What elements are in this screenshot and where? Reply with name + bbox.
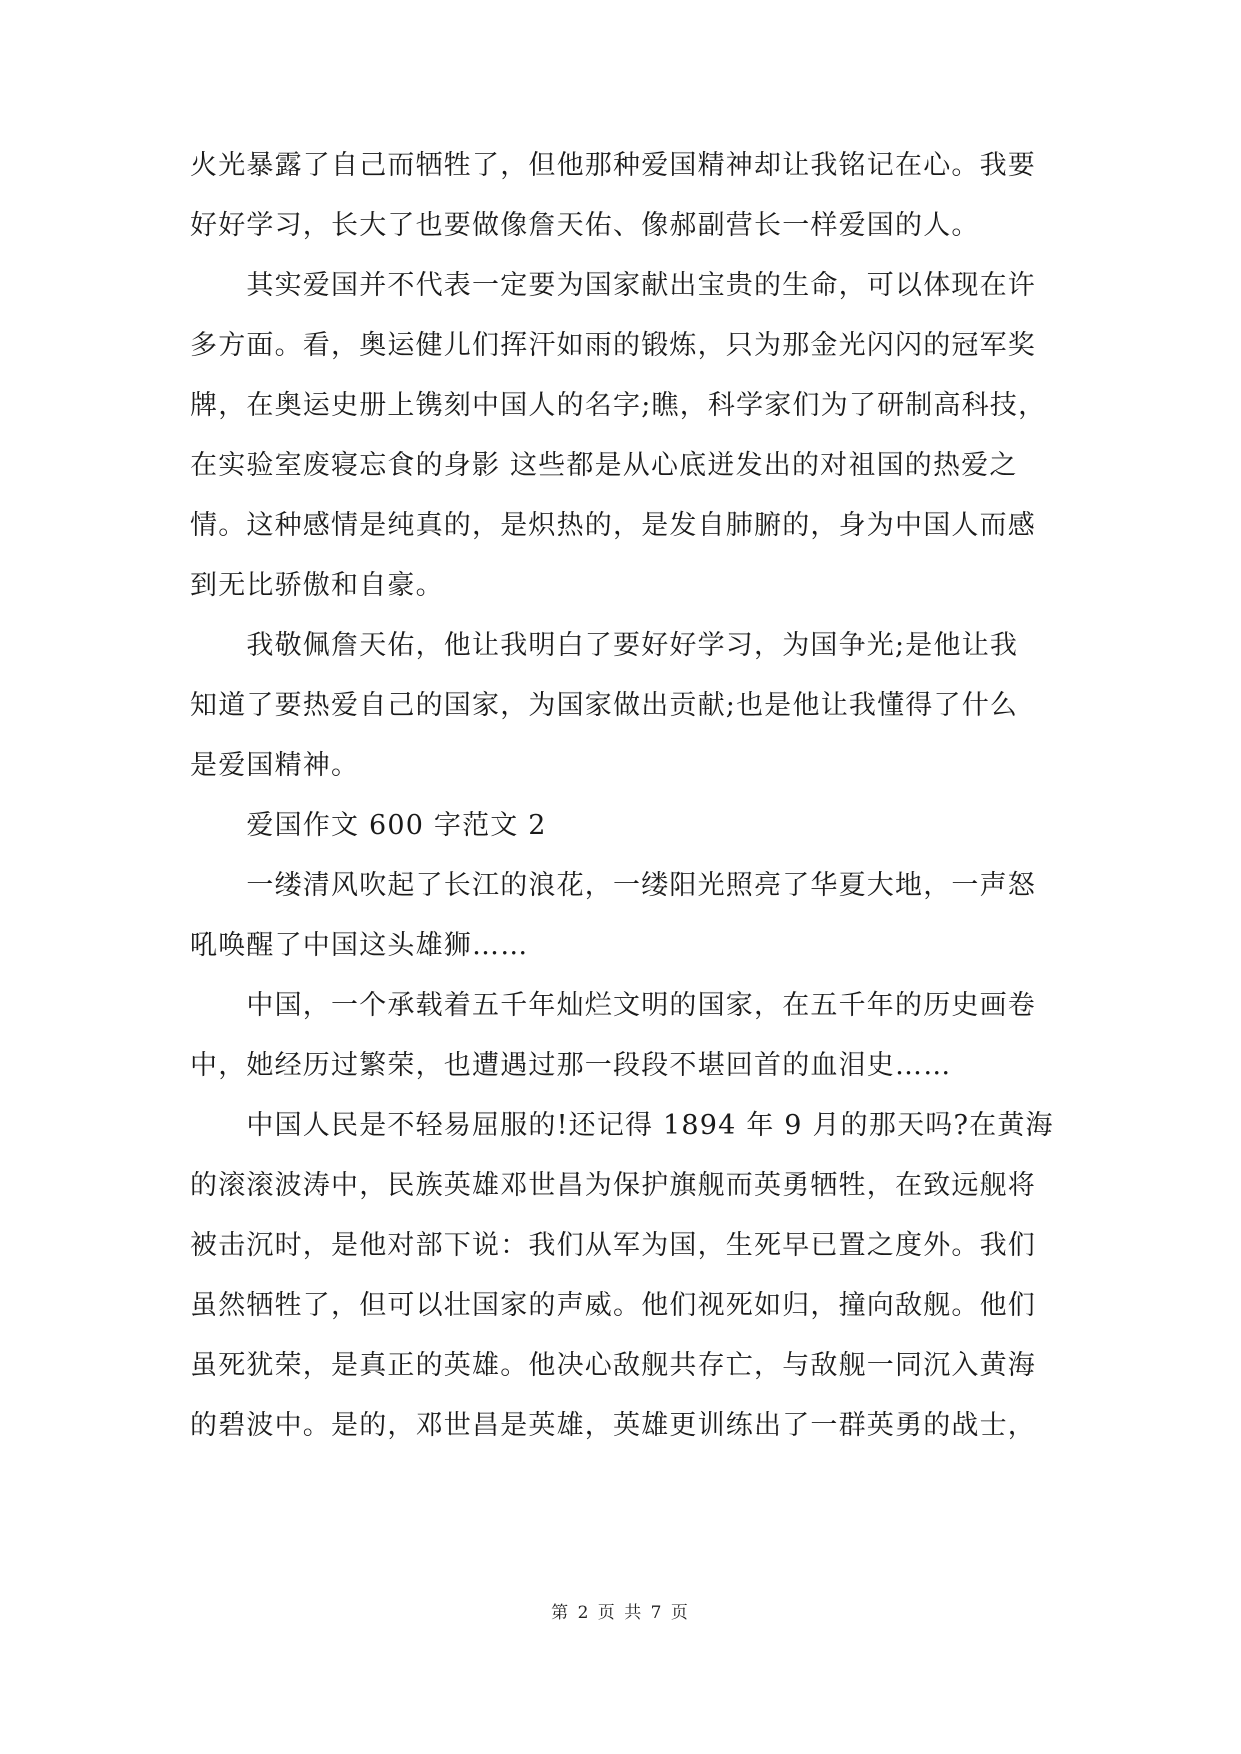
text-line: 在实验室废寝忘食的身影 这些都是从心底迸发出的对祖国的热爱之 bbox=[190, 450, 1018, 481]
section-heading: 爱国作文 600 字范文 2 bbox=[190, 810, 547, 841]
text-line: 一缕清风吹起了长江的浪花，一缕阳光照亮了华夏大地，一声怒 bbox=[190, 870, 1036, 901]
text-line: 虽死犹荣，是真正的英雄。他决心敌舰共存亡，与敌舰一同沉入黄海 bbox=[190, 1350, 1036, 1381]
text-line: 吼唤醒了中国这头雄狮…… bbox=[190, 930, 529, 961]
text-line: 中国人民是不轻易屈服的!还记得 1894 年 9 月的那天吗?在黄海 bbox=[190, 1110, 1054, 1141]
text-line: 情。这种感情是纯真的，是炽热的，是发自肺腑的，身为中国人而感 bbox=[190, 510, 1036, 541]
text-line: 虽然牺牲了，但可以壮国家的声威。他们视死如归，撞向敌舰。他们 bbox=[190, 1290, 1036, 1321]
text-line: 的滚滚波涛中，民族英雄邓世昌为保护旗舰而英勇牺牲，在致远舰将 bbox=[190, 1170, 1036, 1201]
text-line: 中国，一个承载着五千年灿烂文明的国家，在五千年的历史画卷 bbox=[190, 990, 1036, 1021]
text-line: 知道了要热爱自己的国家，为国家做出贡献;也是他让我懂得了什么 bbox=[190, 690, 1019, 721]
text-line: 好好学习，长大了也要做像詹天佑、像郝副营长一样爱国的人。 bbox=[190, 210, 980, 241]
text-line: 火光暴露了自己而牺牲了，但他那种爱国精神却让我铭记在心。我要 bbox=[190, 150, 1036, 181]
text-line: 中，她经历过繁荣，也遭遇过那一段段不堪回首的血泪史…… bbox=[190, 1050, 952, 1081]
text-line: 是爱国精神。 bbox=[190, 750, 360, 781]
text-line: 多方面。看，奥运健儿们挥汗如雨的锻炼，只为那金光闪闪的冠军奖 bbox=[190, 330, 1036, 361]
text-line: 牌，在奥运史册上镌刻中国人的名字;瞧，科学家们为了研制高科技， bbox=[190, 390, 1047, 421]
text-line: 的碧波中。是的，邓世昌是英雄，英雄更训练出了一群英勇的战士， bbox=[190, 1410, 1036, 1441]
text-line: 到无比骄傲和自豪。 bbox=[190, 570, 444, 601]
page-footer: 第 2 页 共 7 页 bbox=[551, 1603, 690, 1623]
text-line: 我敬佩詹天佑，他让我明白了要好好学习，为国争光;是他让我 bbox=[190, 630, 1019, 661]
text-line: 其实爱国并不代表一定要为国家献出宝贵的生命，可以体现在许 bbox=[190, 270, 1036, 301]
text-line: 被击沉时，是他对部下说：我们从军为国，生死早已置之度外。我们 bbox=[190, 1230, 1036, 1261]
